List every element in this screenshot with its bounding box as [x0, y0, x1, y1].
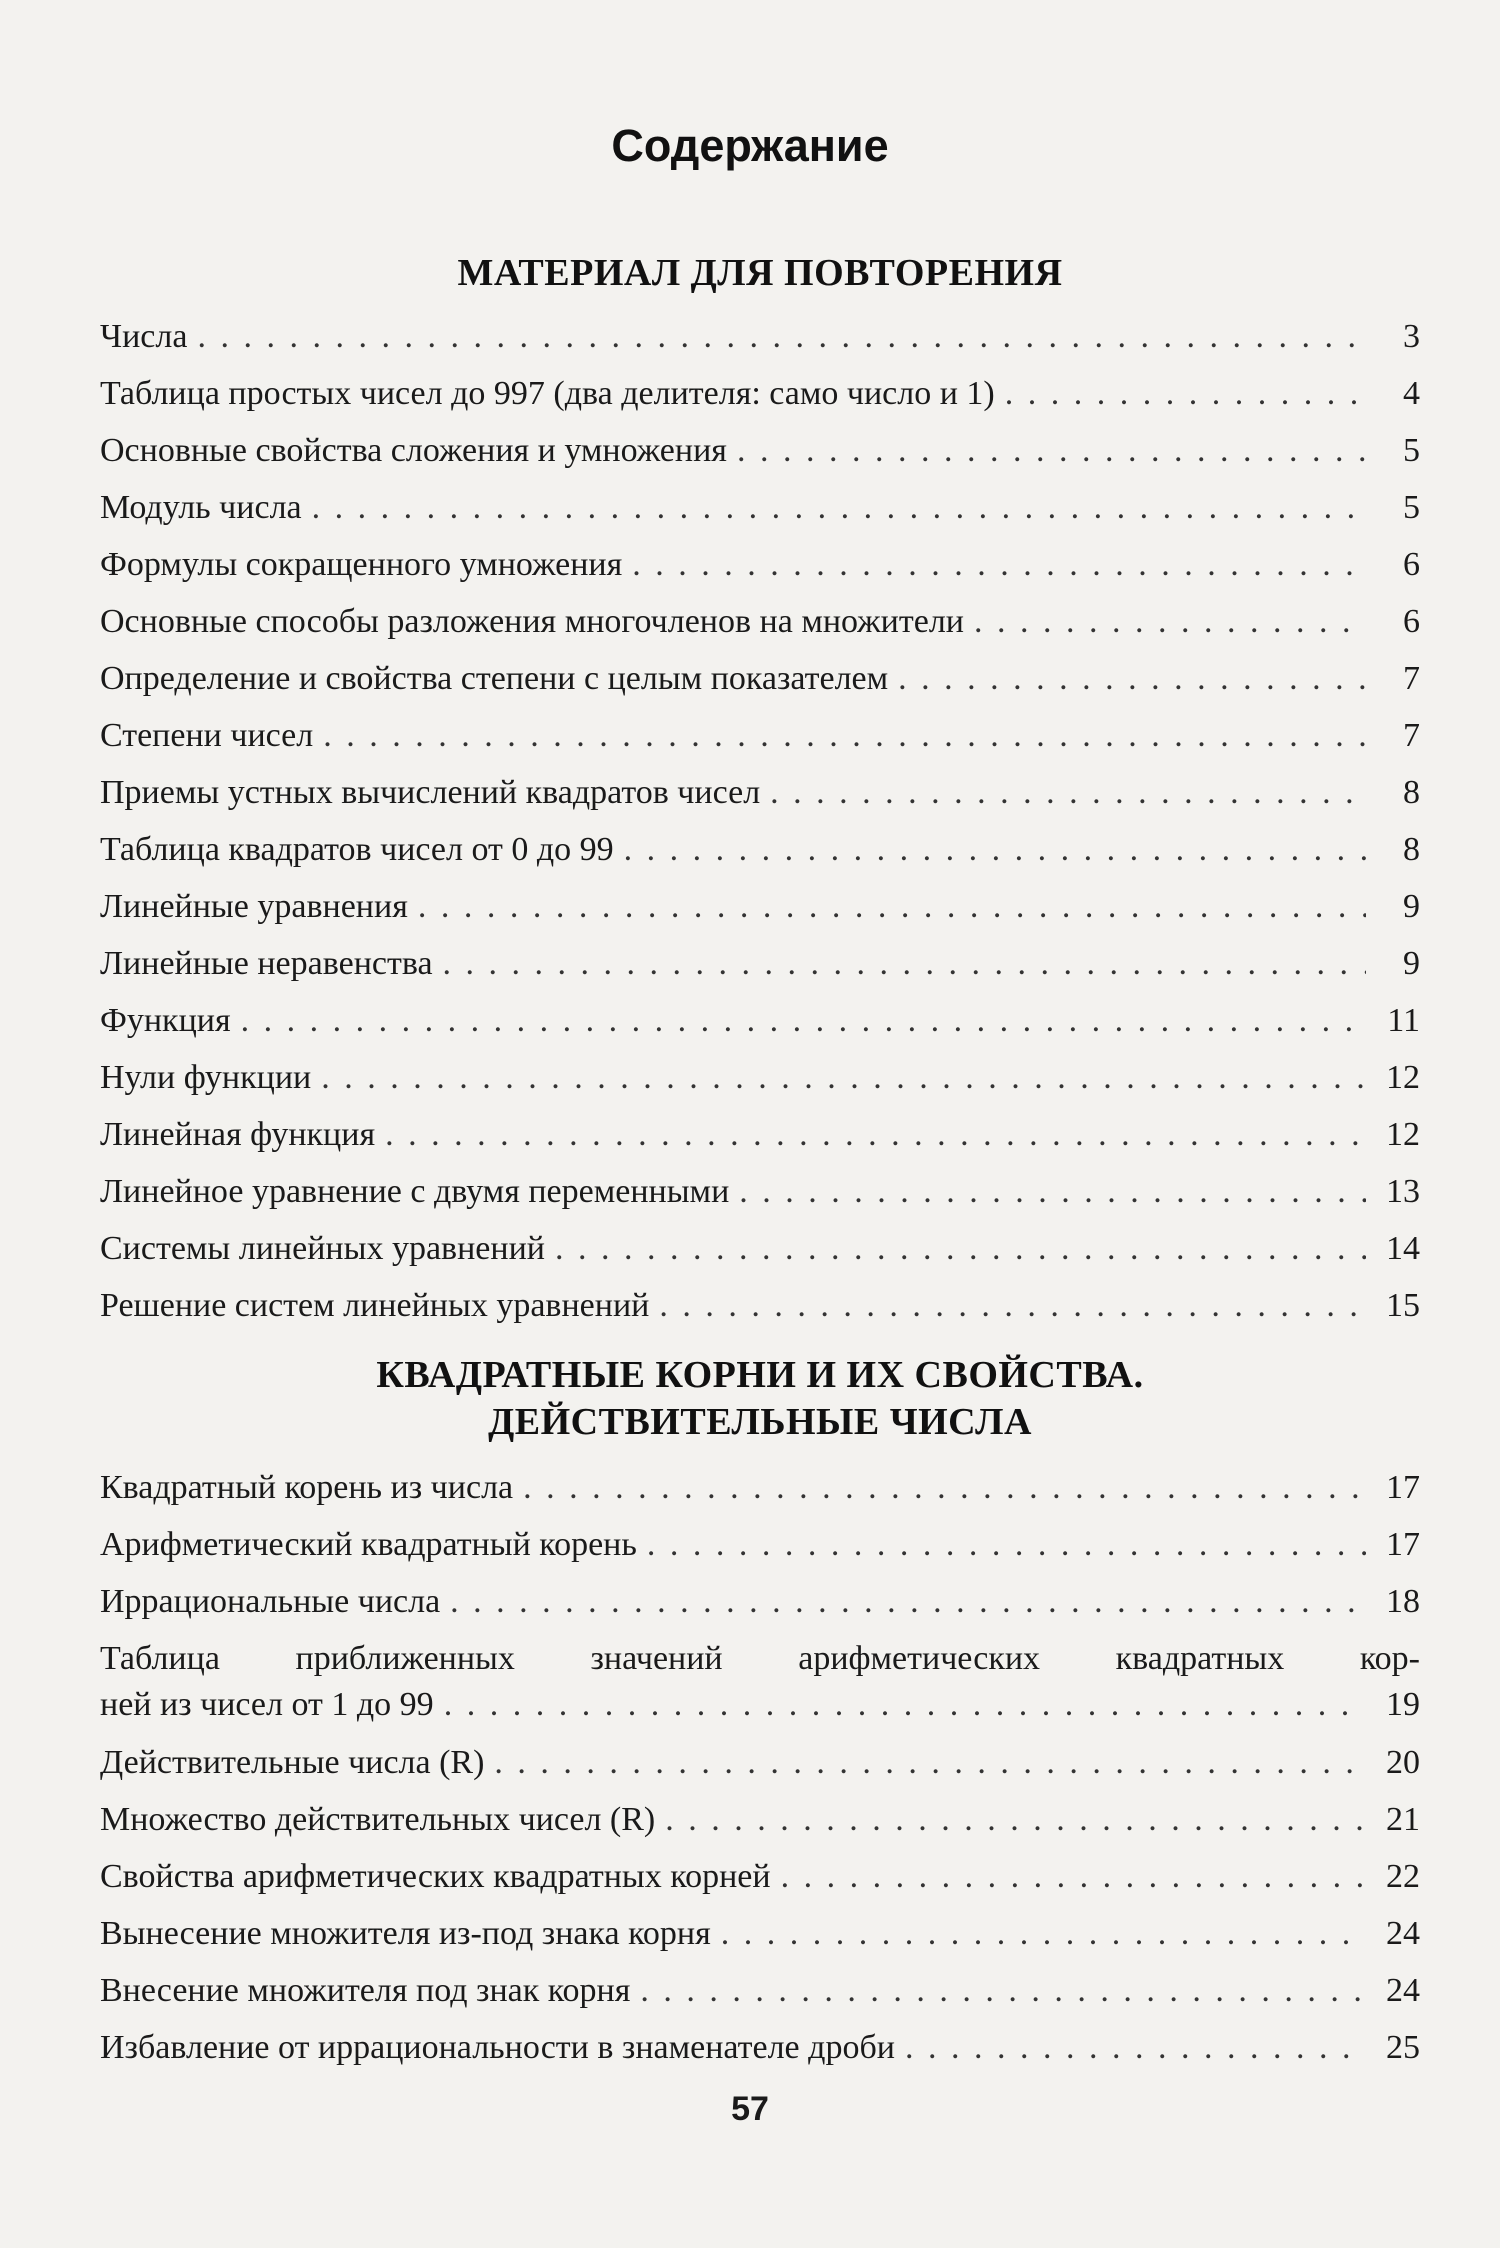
toc-entry[interactable]: [100, 656, 1420, 702]
toc-entry[interactable]: [100, 314, 1420, 360]
toc-entry[interactable]: [100, 1797, 1420, 1843]
dot-leader: [974, 599, 1366, 645]
dot-leader: [898, 656, 1366, 702]
toc-entry-title: Линейные уравнения: [100, 888, 408, 925]
toc-entry-title: Линейное уравнение с двумя переменными: [100, 1173, 730, 1210]
toc-entry-title: Иррациональные числа: [100, 1583, 441, 1620]
toc-entry[interactable]: [100, 1055, 1420, 1101]
page-title: Содержание: [611, 120, 889, 171]
toc-entry-page: 14: [1386, 1230, 1420, 1267]
toc-entry-title: Внесение множителя под знак корня: [100, 1972, 631, 2009]
toc-entry-page: 25: [1386, 2029, 1420, 2066]
toc-entry-page: 12: [1386, 1059, 1420, 1096]
toc-entry-page: 17: [1386, 1526, 1420, 1563]
toc-entry-page: 5: [1403, 489, 1420, 526]
dot-leader: [312, 485, 1366, 531]
toc-entry[interactable]: [100, 827, 1420, 873]
dot-leader: [647, 1522, 1366, 1568]
toc-entry-page: 18: [1386, 1583, 1420, 1620]
toc-entry-title: Приемы устных вычислений квадратов чисел: [100, 774, 761, 811]
toc-entry[interactable]: [100, 2025, 1420, 2071]
toc-entry-title: Числа: [100, 318, 188, 355]
toc-entry-title: Избавление от иррациональности в знаменателе дроби: [100, 2029, 895, 2066]
toc-entry[interactable]: [100, 1465, 1420, 1511]
toc-entry[interactable]: [100, 1226, 1420, 1272]
toc-entry-page: 13: [1386, 1173, 1420, 1210]
dot-leader: [555, 1226, 1366, 1272]
toc-entry-title: Арифметический квадратный корень: [100, 1526, 637, 1563]
dot-leader: [523, 1465, 1366, 1511]
toc-entry-page: 22: [1386, 1858, 1420, 1895]
page-number: 57: [731, 2090, 769, 2128]
dot-leader: [418, 884, 1366, 930]
toc-entry-title: Нули функции: [100, 1059, 312, 1096]
toc-entry-title: Модуль числа: [100, 489, 302, 526]
toc-entry-page: 19: [1386, 1686, 1420, 1723]
dot-leader: [632, 542, 1366, 588]
toc-entry-page: 15: [1386, 1287, 1420, 1324]
toc-entry[interactable]: [100, 884, 1420, 930]
toc-entry-title: Линейная функция: [100, 1116, 376, 1153]
toc-entry-title: Свойства арифметических квадратных корней: [100, 1858, 771, 1895]
toc-entry[interactable]: [100, 713, 1420, 759]
toc-entry-page: 20: [1386, 1744, 1420, 1781]
toc-entry-title: Степени чисел: [100, 717, 314, 754]
toc-entry-page: 5: [1403, 432, 1420, 469]
toc-entry[interactable]: [100, 998, 1420, 1044]
toc-entry-page: 7: [1403, 660, 1420, 697]
dot-leader: [444, 1682, 1366, 1728]
toc-entry-page: 24: [1386, 1972, 1420, 2009]
dot-leader: [197, 314, 1366, 360]
toc-entry-title: Основные способы разложения многочленов на множители: [100, 603, 964, 640]
dot-leader: [739, 1169, 1366, 1215]
section-heading-line: МАТЕРИАЛ ДЛЯ ПОВТОРЕНИЯ: [457, 252, 1063, 294]
toc-entry-page: 21: [1386, 1801, 1420, 1838]
dot-leader: [640, 1968, 1366, 2014]
dot-leader: [781, 1854, 1366, 1900]
dot-leader: [905, 2025, 1366, 2071]
dot-leader: [737, 428, 1366, 474]
toc-entry-page: 4: [1403, 375, 1420, 412]
section-heading-line: ДЕЙСТВИТЕЛЬНЫЕ ЧИСЛА: [488, 1401, 1032, 1443]
toc-entry-title: Множество действительных чисел (R): [100, 1801, 656, 1838]
dot-leader: [323, 713, 1366, 759]
toc-entry-page: 11: [1387, 1002, 1420, 1039]
dot-leader: [494, 1740, 1366, 1786]
toc-entry[interactable]: [100, 1911, 1420, 1957]
toc-entry-page: 9: [1403, 888, 1420, 925]
toc-entry[interactable]: [100, 1522, 1420, 1568]
toc-entry-page: 9: [1403, 945, 1420, 982]
toc-entry[interactable]: [100, 371, 1420, 417]
dot-leader: [665, 1797, 1366, 1843]
toc-entry[interactable]: [100, 1579, 1420, 1625]
toc-entry-page: 6: [1403, 546, 1420, 583]
toc-entry-title: Решение систем линейных уравнений: [100, 1287, 650, 1324]
toc-entry-title: Вынесение множителя из-под знака корня: [100, 1915, 711, 1952]
dot-leader: [385, 1112, 1366, 1158]
toc-entry[interactable]: [100, 770, 1420, 816]
toc-entry[interactable]: [100, 1740, 1420, 1786]
section-heading-line: КВАДРАТНЫЕ КОРНИ И ИХ СВОЙСТВА.: [376, 1354, 1144, 1396]
toc-entry[interactable]: [100, 599, 1420, 645]
toc-entry[interactable]: [100, 485, 1420, 531]
toc-entry-page: 24: [1386, 1915, 1420, 1952]
toc-entry-page: 3: [1403, 318, 1420, 355]
dot-leader: [721, 1911, 1366, 1957]
section-heading-review: [100, 250, 1420, 297]
toc-entry-title-continued: ней из чисел от 1 до 99: [100, 1686, 434, 1723]
toc-entry-title: Формулы сокращенного умножения: [100, 546, 623, 583]
toc-entry[interactable]: [100, 1854, 1420, 1900]
toc-entry-title: Действительные числа (R): [100, 1744, 485, 1781]
toc-entry[interactable]: [100, 542, 1420, 588]
dot-leader: [443, 941, 1366, 987]
dot-leader: [450, 1579, 1366, 1625]
section-heading-square-roots: [100, 1352, 1420, 1446]
toc-entry-title: Определение и свойства степени с целым показателем: [100, 660, 889, 697]
dot-leader: [1005, 371, 1366, 417]
dot-leader: [624, 827, 1366, 873]
toc-entry-page: 8: [1403, 774, 1420, 811]
toc-entry[interactable]: [100, 941, 1420, 987]
toc-entry[interactable]: [100, 428, 1420, 474]
dot-leader: [241, 998, 1366, 1044]
toc-entry-title: Линейные неравенства: [100, 945, 433, 982]
toc-entry-page: 7: [1403, 717, 1420, 754]
toc-entry[interactable]: [100, 1169, 1420, 1215]
toc-entry-page: 17: [1386, 1469, 1420, 1506]
dot-leader: [659, 1283, 1366, 1329]
toc-entry[interactable]: [100, 1968, 1420, 2014]
dot-leader: [321, 1055, 1366, 1101]
toc-entry[interactable]: [100, 1283, 1420, 1329]
toc-entry-page: 6: [1403, 603, 1420, 640]
toc-entry[interactable]: [100, 1112, 1420, 1158]
toc-entry-title: Функция: [100, 1002, 231, 1039]
toc-entry-page: 8: [1403, 831, 1420, 868]
toc-entry-page: 12: [1386, 1116, 1420, 1153]
toc-entry-title: Таблица простых чисел до 997 (два делителя: само число и 1): [100, 375, 995, 412]
toc-entry-title: Квадратный корень из числа: [100, 1469, 514, 1506]
toc-entry[interactable]: [100, 1636, 1420, 1728]
toc-entry-title: Таблица квадратов чисел от 0 до 99: [100, 831, 614, 868]
toc-entry-title: Таблица приближенных значений арифметических квадратных кор-: [100, 1640, 1420, 1677]
dot-leader: [770, 770, 1366, 816]
toc-entry-title: Основные свойства сложения и умножения: [100, 432, 727, 469]
toc-entry-title: Системы линейных уравнений: [100, 1230, 545, 1267]
